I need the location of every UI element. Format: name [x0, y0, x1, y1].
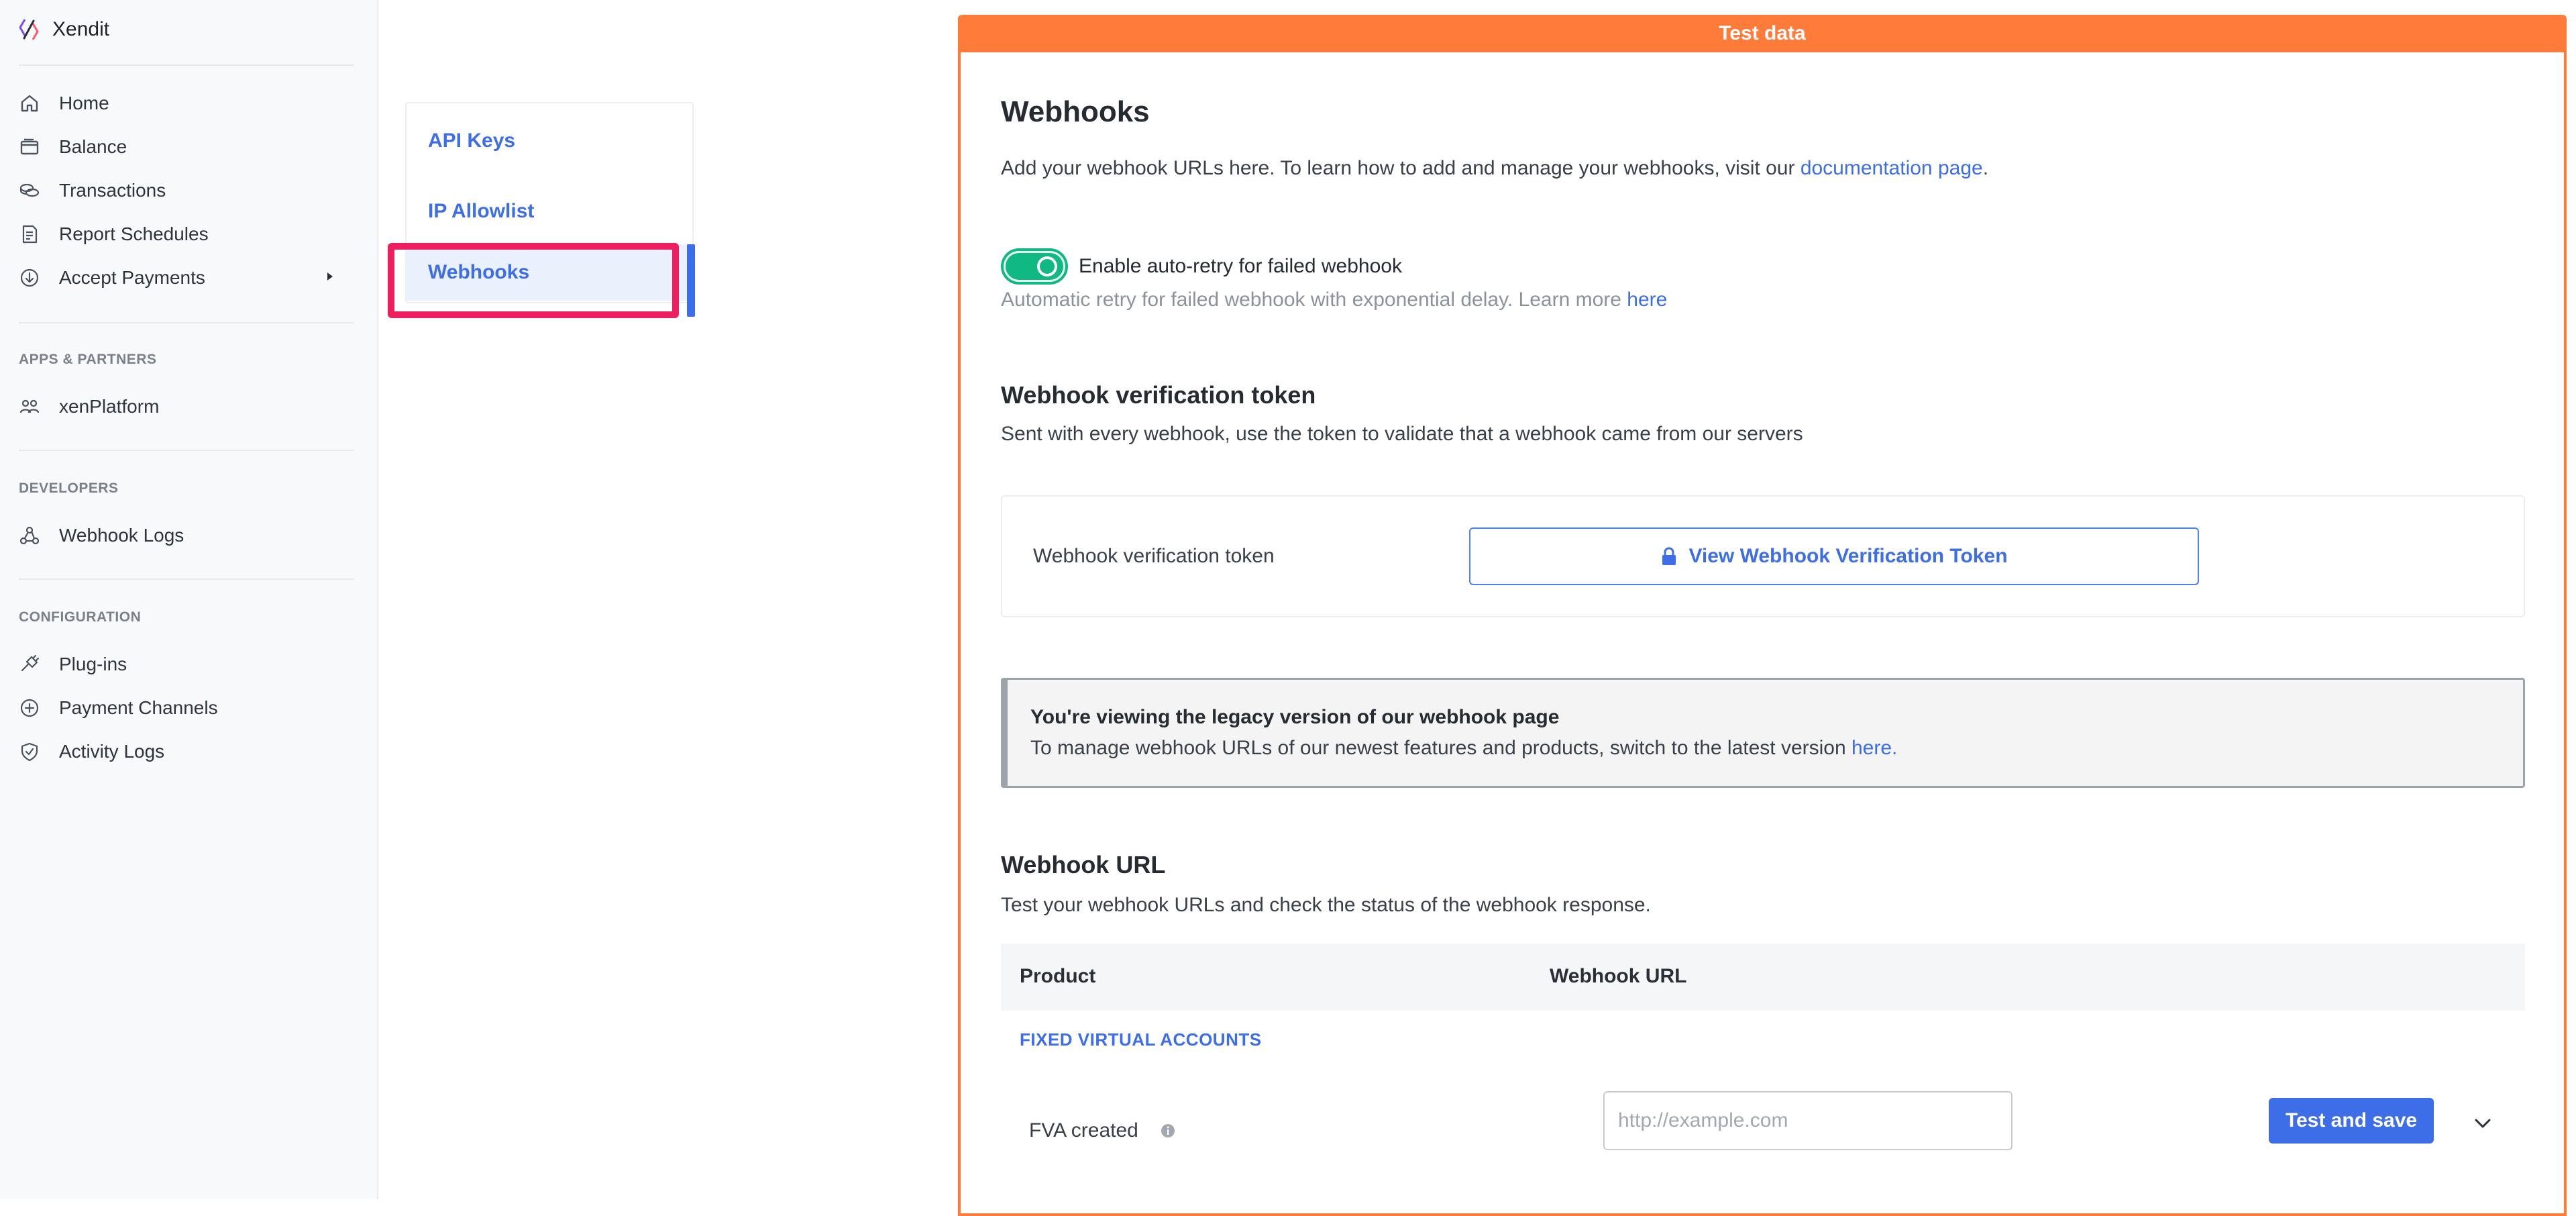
xendit-logo-icon	[19, 18, 39, 41]
coins-icon	[19, 180, 40, 201]
sidebar-item-label: Home	[59, 93, 109, 113]
caret-right-icon[interactable]	[325, 270, 335, 283]
sidebar-divider	[19, 64, 354, 66]
download-circle-icon	[19, 267, 40, 289]
product-name: FVA created	[1029, 1119, 1138, 1142]
wallet-icon	[19, 136, 40, 158]
legacy-notice	[1001, 678, 2525, 788]
token-section-desc: Sent with every webhook, use the token to validate that a webhook came from our servers	[1001, 423, 1803, 445]
learn-more-link[interactable]: here	[1627, 289, 1668, 311]
sidebar-item-report-schedules[interactable]	[19, 219, 209, 249]
column-header-product: Product	[1020, 965, 1096, 987]
brand[interactable]	[19, 15, 109, 44]
webhook-url-title: Webhook URL	[1001, 851, 1166, 878]
latest-version-link[interactable]: here.	[1851, 737, 1898, 759]
sidebar-item-xenplatform[interactable]	[19, 392, 159, 421]
webhook-url-desc: Test your webhook URLs and check the status of the webhook response.	[1001, 894, 1651, 916]
token-row-label: Webhook verification token	[1033, 545, 1275, 567]
plus-circle-icon	[19, 697, 40, 719]
info-icon[interactable]	[1161, 1123, 1175, 1138]
table-header	[1001, 944, 2525, 1011]
sidebar-item-label: Activity Logs	[59, 741, 165, 762]
highlight-annotation	[388, 243, 679, 318]
auto-retry-toggle[interactable]	[1001, 248, 1068, 285]
subnav-item-api-keys[interactable]: API Keys	[428, 130, 516, 152]
page-title: Webhooks	[1001, 95, 1150, 128]
auto-retry-desc-text: Automatic retry for failed webhook with exponential delay. Learn more	[1001, 289, 1627, 311]
sidebar-item-accept-payments[interactable]	[19, 263, 205, 293]
view-token-button[interactable]	[1469, 527, 2199, 585]
sidebar-item-label: xenPlatform	[59, 396, 160, 417]
sidebar	[0, 0, 378, 1199]
sidebar-item-balance[interactable]	[19, 132, 127, 162]
section-title: APPS & PARTNERS	[19, 352, 157, 367]
subnav-item-ip-allowlist[interactable]: IP Allowlist	[428, 200, 535, 222]
chevron-down-icon[interactable]	[2473, 1117, 2493, 1130]
shield-check-icon	[19, 741, 40, 762]
test-and-save-button[interactable]: Test and save	[2269, 1098, 2434, 1144]
sidebar-item-label: Payment Channels	[59, 697, 218, 718]
sidebar-divider	[19, 450, 354, 451]
active-indicator	[687, 244, 695, 317]
legacy-title: You're viewing the legacy version of our webhook page	[1030, 706, 1560, 728]
toggle-knob-dot	[1040, 259, 1055, 274]
sidebar-item-transactions[interactable]	[19, 176, 166, 205]
test-data-banner: Test data	[958, 15, 2567, 52]
auto-retry-label: Enable auto-retry for failed webhook	[1079, 255, 1402, 277]
sidebar-item-webhook-logs[interactable]	[19, 521, 184, 550]
intro-text-end: .	[1982, 157, 1989, 179]
sidebar-item-label: Balance	[59, 136, 127, 157]
home-icon	[19, 93, 40, 114]
auto-retry-desc	[1001, 289, 1667, 311]
plug-icon	[19, 654, 40, 675]
sidebar-item-home[interactable]	[19, 89, 109, 118]
sidebar-item-label: Report Schedules	[59, 223, 209, 244]
token-section-title: Webhook verification token	[1001, 381, 1316, 409]
sidebar-divider	[19, 322, 354, 323]
sidebar-item-label: Plug-ins	[59, 654, 127, 674]
intro-text	[1001, 157, 1988, 180]
section-title: CONFIGURATION	[19, 609, 142, 625]
column-header-webhook-url: Webhook URL	[1550, 965, 1687, 987]
sidebar-item-label: Webhook Logs	[59, 525, 184, 546]
sidebar-divider	[19, 578, 354, 580]
webhook-url-input[interactable]	[1603, 1091, 2012, 1150]
group-label-fixed-virtual-accounts: FIXED VIRTUAL ACCOUNTS	[1020, 1029, 1262, 1050]
sidebar-item-payment-channels[interactable]	[19, 693, 218, 723]
sidebar-item-label: Transactions	[59, 180, 166, 201]
view-token-label: View Webhook Verification Token	[1688, 545, 2008, 567]
sidebar-item-label: Accept Payments	[59, 267, 205, 288]
subnav-item-webhooks[interactable]: Webhooks	[407, 244, 692, 301]
webhook-icon	[19, 525, 40, 546]
sidebar-item-activity-logs[interactable]	[19, 737, 164, 766]
legacy-text-body: To manage webhook URLs of our newest features and products, switch to the latest version	[1030, 737, 1851, 759]
report-icon	[19, 223, 40, 245]
users-icon	[19, 396, 40, 417]
intro-text-body: Add your webhook URLs here. To learn how to add and manage your webhooks, visit our	[1001, 157, 1801, 179]
brand-name: Xendit	[52, 18, 110, 40]
documentation-link[interactable]: documentation page	[1800, 157, 1983, 179]
section-title: DEVELOPERS	[19, 480, 119, 496]
legacy-text	[1030, 737, 1897, 760]
sidebar-item-plug-ins[interactable]	[19, 650, 127, 679]
lock-icon	[1660, 546, 1688, 566]
